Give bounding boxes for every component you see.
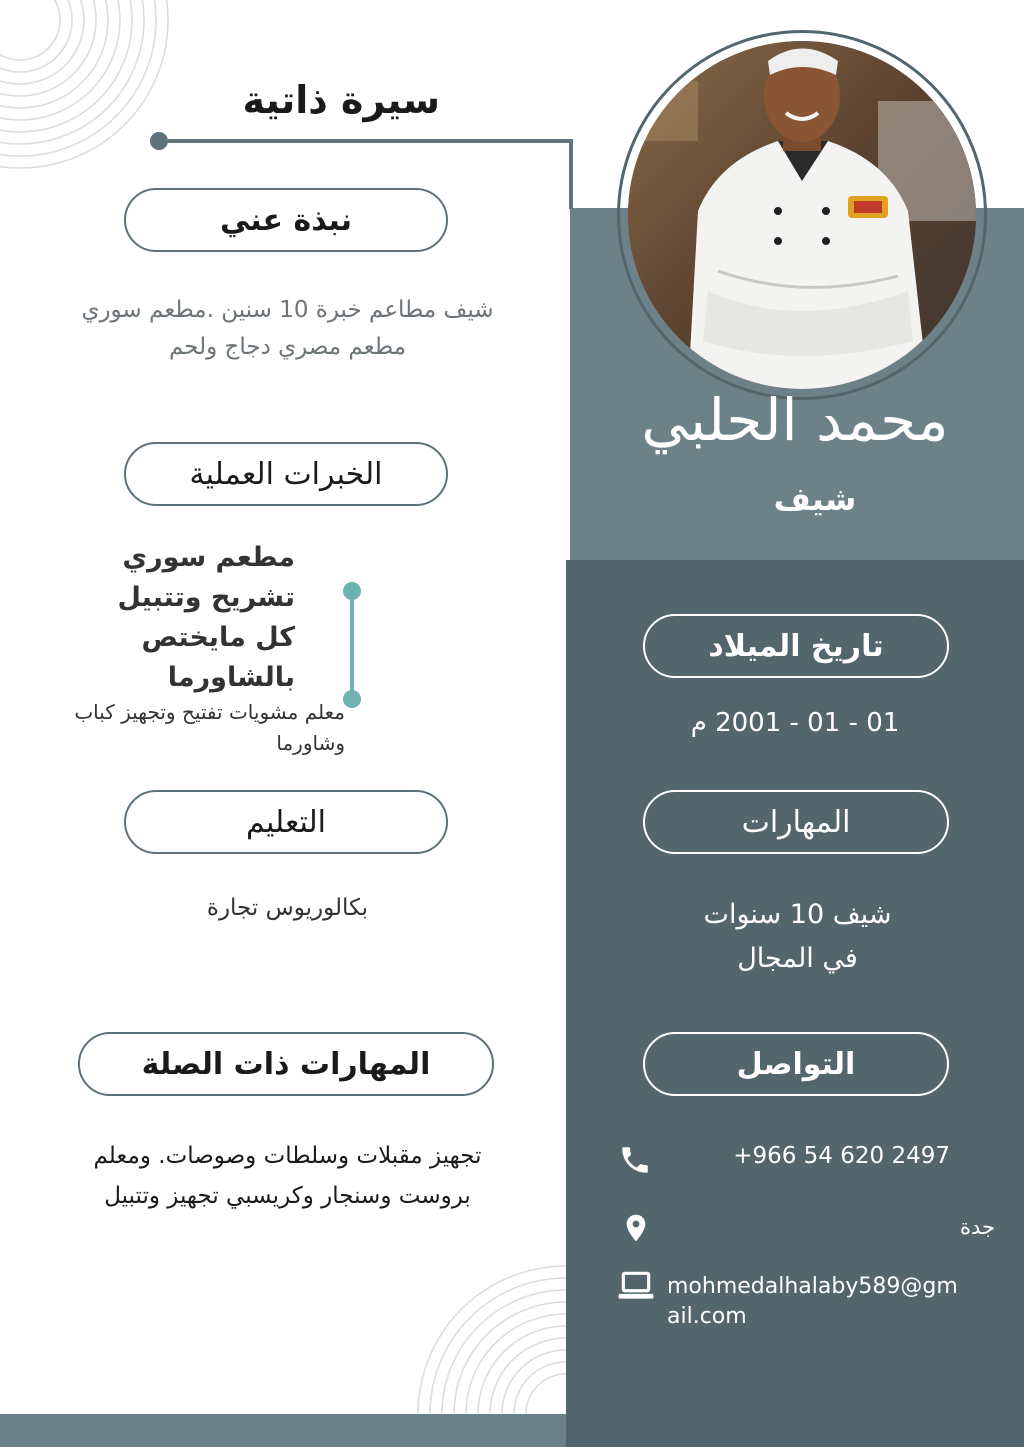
document-title: سيرة ذاتية	[242, 78, 440, 122]
header-line-vertical	[569, 139, 573, 209]
birth-date-heading: تاريخ الميلاد	[643, 614, 949, 678]
list-item: تشريح وتتبيل	[117, 582, 295, 613]
education-heading: التعليم	[124, 790, 448, 854]
birth-date-value: 01 - 01 - 2001 م	[690, 708, 900, 738]
header-dot	[150, 132, 168, 150]
contact-heading: التواصل	[643, 1032, 949, 1096]
skills-line-2: في المجال	[737, 943, 858, 974]
experience-timeline-line	[350, 592, 354, 698]
experience-note: معلم مشويات تفتيح وتجهيز كباب وشاورما	[74, 700, 345, 755]
footer-strip	[0, 1414, 566, 1447]
experience-timeline-dot-top	[343, 582, 361, 600]
experience-list	[90, 538, 295, 698]
phone-number[interactable]: +966 54 620 2497	[733, 1143, 950, 1169]
experience-timeline-dot-bottom	[343, 690, 361, 708]
location-pin-icon	[620, 1210, 652, 1246]
related-skills-text: تجهيز مقبلات وسلطات وصوصات. ومعلم بروست وسنجار وكريسبي تجهيز وتتبيل	[93, 1143, 482, 1209]
experience-heading: الخبرات العملية	[124, 442, 448, 506]
laptop-icon	[617, 1270, 655, 1302]
skills-text	[650, 893, 945, 981]
profile-photo	[628, 41, 976, 389]
related-skills-heading: المهارات ذات الصلة	[78, 1032, 494, 1096]
phone-icon	[618, 1143, 652, 1177]
header-line	[168, 139, 573, 143]
skills-heading: المهارات	[643, 790, 949, 854]
about-text: شيف مطاعم خبرة 10 سنين .مطعم سوري مطعم مصري دجاج ولحم	[81, 297, 494, 360]
list-item: مطعم سوري	[122, 542, 295, 573]
about-heading: نبذة عني	[124, 188, 448, 252]
job-title: شيف	[773, 480, 857, 518]
decorative-arcs-top-left	[0, 0, 170, 175]
list-item: بالشاورما	[167, 662, 295, 693]
city: جدة	[959, 1215, 995, 1239]
decorative-arcs-bottom	[400, 1250, 566, 1414]
list-item: كل مايختص	[141, 622, 295, 653]
skills-line-1: شيف 10 سنوات	[703, 899, 892, 930]
email-address[interactable]: mohmedalhalaby589@gmail.com	[667, 1274, 958, 1329]
education-text: بكالوريوس تجارة	[206, 895, 369, 921]
person-name: محمد الحلبي	[641, 386, 949, 454]
